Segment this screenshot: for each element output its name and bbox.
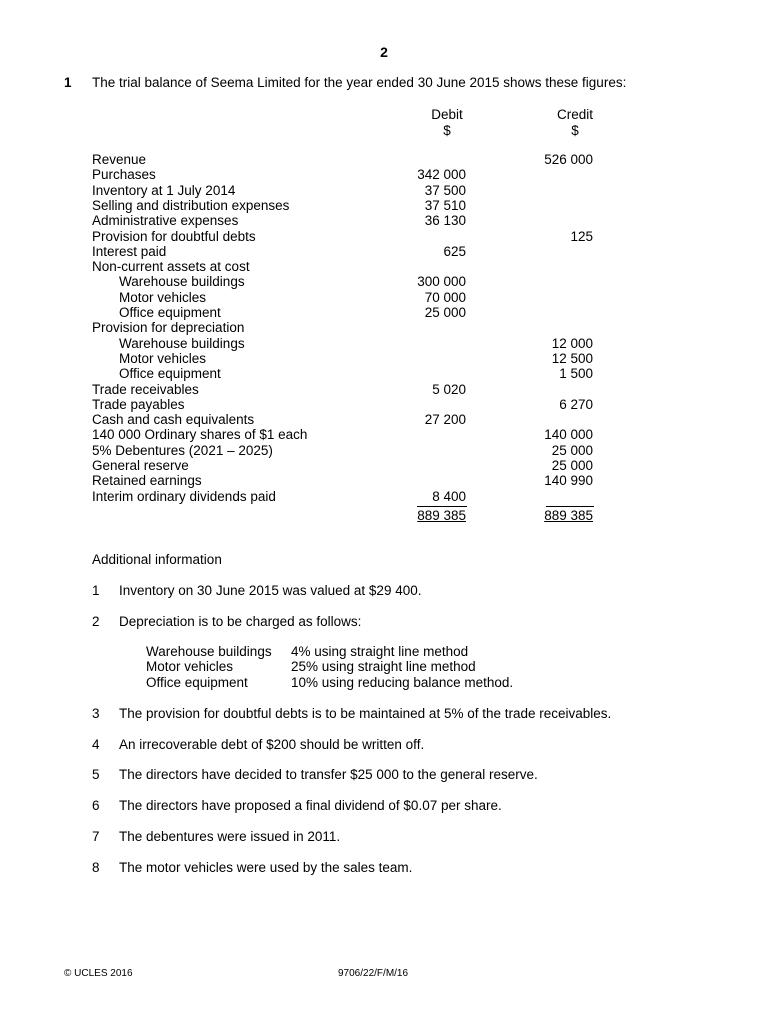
debit-subtotal-rule (417, 506, 467, 507)
note-number: 4 (92, 737, 100, 752)
depreciation-asset: Warehouse buildings (146, 644, 272, 659)
note-text: An irrecoverable debt of $200 should be written off. (119, 737, 425, 752)
account-name: Revenue (92, 152, 147, 167)
depreciation-asset: Motor vehicles (146, 659, 234, 674)
note-text: The directors have decided to transfer $25 000 to the general reserve. (119, 767, 538, 782)
account-name: Provision for doubtful debts (92, 228, 256, 244)
note-number: 5 (92, 767, 100, 782)
depreciation-asset: Office equipment (146, 675, 248, 690)
account-name: Interim ordinary dividends paid (92, 488, 276, 504)
debit-amount: 36 130 (424, 213, 466, 229)
question-number: 1 (64, 75, 72, 90)
debit-total: 889 385 (417, 508, 466, 523)
trial-balance-row (0, 397, 768, 412)
account-name: Warehouse buildings (119, 335, 245, 351)
trial-balance-row (0, 489, 768, 504)
account-name: Administrative expenses (92, 213, 239, 229)
question-intro: The trial balance of Seema Limited for the year ended 30 June 2015 shows these figures: (92, 75, 627, 90)
note-number: 7 (92, 829, 100, 844)
trial-balance-row (0, 244, 768, 259)
note-text: Inventory on 30 June 2015 was valued at $29 400. (119, 583, 422, 598)
footer-copyright: © UCLES 2016 (64, 968, 133, 979)
account-name: General reserve (92, 458, 189, 473)
debit-label: Debit (431, 107, 463, 122)
account-name: Trade payables (92, 396, 185, 412)
credit-subtotal-rule (546, 506, 594, 507)
depreciation-rate: 10% using reducing balance method. (291, 675, 514, 690)
note-number: 8 (92, 860, 100, 875)
trial-balance-row (0, 443, 768, 458)
credit-amount: 25 000 (551, 442, 593, 458)
trial-balance-row (0, 167, 768, 182)
credit-amount: 6 270 (559, 396, 593, 412)
account-name: 5% Debentures (2021 – 2025) (92, 442, 273, 458)
credit-amount: 12 500 (551, 350, 593, 366)
debit-amount: 37 500 (424, 182, 466, 198)
note-text: The motor vehicles were used by the sales team. (119, 860, 413, 875)
account-name: 140 000 Ordinary shares of $1 each (92, 427, 308, 443)
note-text: Depreciation is to be charged as follows: (119, 614, 362, 629)
credit-amount: 140 990 (544, 473, 593, 489)
note-text: The directors have proposed a final dividend of $0.07 per share. (119, 798, 502, 813)
account-name: Motor vehicles (119, 350, 207, 366)
account-name: Office equipment (119, 366, 221, 382)
debit-column-header (407, 107, 487, 138)
debit-amount: 300 000 (417, 274, 466, 290)
debit-currency: $ (443, 122, 451, 138)
note-number: 6 (92, 798, 100, 813)
debit-amount: 70 000 (424, 289, 466, 305)
depreciation-rate: 25% using straight line method (291, 659, 476, 674)
trial-balance-row (0, 213, 768, 228)
credit-amount: 12 000 (551, 335, 593, 351)
trial-balance-row (0, 458, 768, 473)
credit-amount: 25 000 (551, 458, 593, 473)
footer-paper-code: 9706/22/F/M/16 (338, 968, 409, 979)
trial-balance-row (0, 473, 768, 488)
trial-balance-row (0, 427, 768, 442)
debit-amount: 8 400 (432, 488, 466, 504)
account-name: Non-current assets at cost (92, 259, 250, 275)
credit-amount: 1 500 (559, 366, 593, 382)
trial-balance-row (0, 274, 768, 289)
trial-balance-row (0, 183, 768, 198)
account-name: Warehouse buildings (119, 274, 245, 290)
account-name: Inventory at 1 July 2014 (92, 182, 236, 198)
debit-amount: 25 000 (424, 305, 466, 320)
depreciation-rate: 4% using straight line method (291, 644, 469, 659)
account-name: Interest paid (92, 243, 167, 259)
additional-information-heading: Additional information (92, 552, 222, 567)
credit-amount: 125 (570, 228, 593, 244)
trial-balance-row (0, 198, 768, 213)
note-number: 3 (92, 706, 100, 721)
debit-amount: 342 000 (417, 167, 466, 183)
credit-amount: 526 000 (544, 152, 593, 167)
debit-amount: 27 200 (424, 412, 466, 428)
credit-total: 889 385 (544, 508, 593, 523)
account-name: Purchases (92, 167, 156, 183)
trial-balance-row (0, 366, 768, 381)
trial-balance-row (0, 412, 768, 427)
credit-amount: 140 000 (544, 427, 593, 443)
trial-balance-row (0, 320, 768, 335)
note-number: 2 (92, 614, 100, 629)
trial-balance-row (0, 336, 768, 351)
account-name: Selling and distribution expenses (92, 197, 290, 213)
note-text: The provision for doubtful debts is to be maintained at 5% of the trade receivables. (119, 706, 612, 721)
credit-column-header (535, 107, 615, 138)
account-name: Motor vehicles (119, 289, 207, 305)
trial-balance-row (0, 259, 768, 274)
debit-amount: 625 (443, 243, 466, 259)
note-text: The debentures were issued in 2011. (119, 829, 341, 844)
trial-balance-row (0, 351, 768, 366)
trial-balance-row (0, 290, 768, 305)
trial-balance-row (0, 229, 768, 244)
note-number: 1 (92, 583, 100, 598)
account-name: Cash and cash equivalents (92, 412, 255, 428)
trial-balance-row (0, 382, 768, 397)
account-name: Retained earnings (92, 473, 202, 489)
trial-balance-row (0, 152, 768, 167)
debit-amount: 5 020 (432, 381, 466, 397)
page-number: 2 (380, 44, 388, 60)
account-name: Office equipment (119, 305, 221, 320)
trial-balance-row (0, 305, 768, 320)
account-name: Provision for depreciation (92, 320, 245, 336)
credit-currency: $ (571, 122, 579, 138)
debit-amount: 37 510 (424, 197, 466, 213)
account-name: Trade receivables (92, 381, 199, 397)
credit-label: Credit (556, 107, 593, 122)
